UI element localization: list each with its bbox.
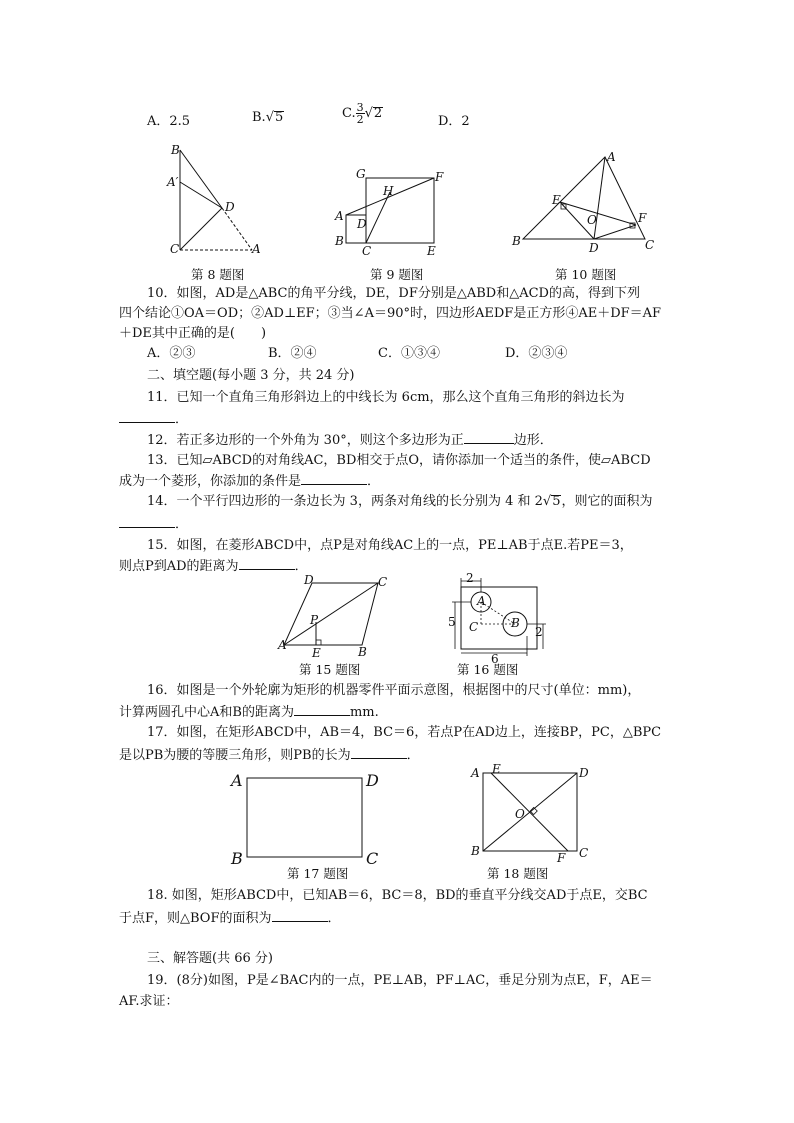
q13-line2: 成为一个菱形，你添加的条件是 ．: [119, 474, 381, 489]
fig10-label-f: F: [638, 211, 647, 225]
fig10-label-c: C: [645, 238, 655, 252]
fig9-caption: 第 9 题图: [370, 267, 424, 282]
section3-title: 三、解答题(共 66 分): [147, 951, 273, 966]
q10-option-a: A．②③: [147, 346, 196, 361]
fig9-label-d: D: [357, 217, 367, 231]
q16-line2: 计算两圆孔中心A和B的距离为 mm.: [119, 705, 379, 720]
figure-15: [278, 575, 393, 660]
fig16-dim-2-top: 2: [466, 571, 474, 585]
q16-line1: 16．如图是一个外轮廓为矩形的机器零件平面示意图，根据图中的尺寸(单位：mm)，: [147, 683, 641, 698]
fig8-label-a-prime: A′: [167, 175, 179, 189]
fig18-label-a: A: [471, 766, 480, 780]
fig18-label-c: C: [579, 846, 589, 860]
fig9-label-h: H: [383, 184, 394, 198]
q14-line1: 14．一个平行四边形的一条边长为 3，两条对角线的长分别为 4 和 2√5，则它的面积为: [147, 494, 653, 509]
fig16-caption: 第 16 题图: [457, 662, 519, 677]
fig15-caption: 第 15 题图: [299, 662, 361, 677]
fig16-label-b: B: [511, 616, 520, 630]
fig16-label-a: A: [477, 594, 486, 608]
fig8-label-d: D: [225, 200, 235, 214]
fig9-label-b: B: [335, 234, 344, 248]
q13-line1: 13．已知▱ABCD的对角线AC，BD相交于点O，请你添加一个适当的条件，使▱ABCD: [147, 453, 651, 468]
q10-line2: 四个结论①OA＝OD；②AD⊥EF；③当∠A＝90°时，四边形AEDF是正方形④AE＋DF＝AF: [119, 306, 662, 321]
fig18-label-f: F: [557, 851, 566, 865]
fig15-label-c: C: [378, 575, 388, 589]
fig18-label-e: E: [492, 762, 501, 776]
fig15-label-d: D: [304, 573, 314, 587]
fig15-label-e: E: [312, 646, 321, 660]
option-a: A．2.5: [147, 114, 191, 129]
option-b: B.√5: [252, 110, 284, 125]
q11-line2: ．: [119, 410, 188, 429]
fig8-label-c: C: [170, 242, 180, 256]
q19-line2: AF.求证：: [119, 994, 179, 1009]
option-d: D．2: [438, 114, 470, 129]
figure-16: [440, 571, 555, 666]
fig9-label-e: E: [427, 244, 436, 258]
fig10-label-b: B: [512, 234, 521, 248]
q15-line1: 15．如图，在菱形ABCD中，点P是对角线AC上的一点，PE⊥AB于点E.若PE＝3，: [147, 538, 633, 553]
q17-line2: 是以PB为腰的等腰三角形，则PB的长为 ．: [119, 748, 420, 763]
figure-10: [505, 145, 665, 260]
option-c: C. $\frac{3}{2}$ √2: [342, 101, 383, 126]
fig18-label-d: D: [579, 766, 589, 780]
q10-option-d: D．②③④: [505, 346, 568, 361]
q11-line1: 11．已知一个直角三角形斜边上的中线长为 6cm，那么这个直角三角形的斜边长为: [147, 390, 625, 405]
fig9-label-f: F: [435, 170, 444, 184]
fig10-label-d: D: [589, 241, 599, 255]
q15-line2: 则点P到AD的距离为 ．: [119, 559, 308, 574]
q18-line2: 于点F，则△BOF的面积为 ．: [119, 911, 341, 926]
fig17-caption: 第 17 题图: [287, 866, 349, 881]
fig17-label-a: A: [231, 771, 243, 790]
fig8-label-b: B: [171, 143, 180, 157]
q17-line1: 17．如图，在矩形ABCD中，AB＝4，BC＝6，若点P在AD边上，连接BP，PC，△BPC: [147, 725, 662, 740]
figure-9: [330, 165, 445, 258]
fig17-label-c: C: [366, 849, 379, 868]
fig17-label-d: D: [366, 771, 379, 790]
q12: 12．若正多边形的一个外角为 30°，则这个多边形为正 边形．: [147, 433, 553, 448]
fig8-label-a: A: [252, 242, 261, 256]
q10-line1: 10．如图，AD是△ABC的角平分线，DE，DF分别是△ABD和△ACD的高，得到下列: [147, 286, 640, 301]
figure-18: [465, 763, 600, 863]
fig10-label-a: A: [607, 150, 616, 164]
fig16-dim-6: 6: [491, 652, 499, 666]
fig17-label-b: B: [231, 849, 243, 868]
fig10-caption: 第 10 题图: [555, 267, 617, 282]
q10-option-b: B．②④: [268, 346, 317, 361]
fig18-label-o: O: [515, 807, 525, 821]
fig15-label-b: B: [358, 645, 367, 659]
fig15-label-a: A: [278, 638, 287, 652]
fig16-dim-5: 5: [448, 615, 456, 629]
fig9-label-c: C: [362, 244, 372, 258]
fig16-dim-2-right: 2: [535, 625, 543, 639]
q10-line3: ＋DE其中正确的是( ): [119, 326, 267, 341]
fig9-label-g: G: [356, 167, 366, 181]
q18-line1: 18. 如图，矩形ABCD中，已知AB＝6，BC＝8，BD的垂直平分线交AD于点E，交BC: [147, 888, 648, 903]
fig10-label-o: O: [587, 213, 597, 227]
section2-title: 二、填空题(每小题 3 分，共 24 分): [147, 368, 355, 383]
q10-option-c: C．①③④: [378, 346, 440, 361]
fig9-label-a: A: [335, 209, 344, 223]
fig16-label-c: C: [469, 620, 479, 634]
fig8-caption: 第 8 题图: [191, 267, 245, 282]
fig18-caption: 第 18 题图: [487, 866, 549, 881]
figure-17: [225, 768, 385, 868]
q14-line2: ．: [119, 515, 188, 534]
q19-line1: 19．(8分)如图，P是∠BAC内的一点，PE⊥AB，PF⊥AC，垂足分别为点E，F，AE＝: [147, 973, 653, 988]
figure-8: [160, 140, 270, 265]
fig10-label-e: E: [552, 193, 561, 207]
fig15-label-p: P: [310, 613, 319, 627]
fig18-label-b: B: [471, 844, 480, 858]
